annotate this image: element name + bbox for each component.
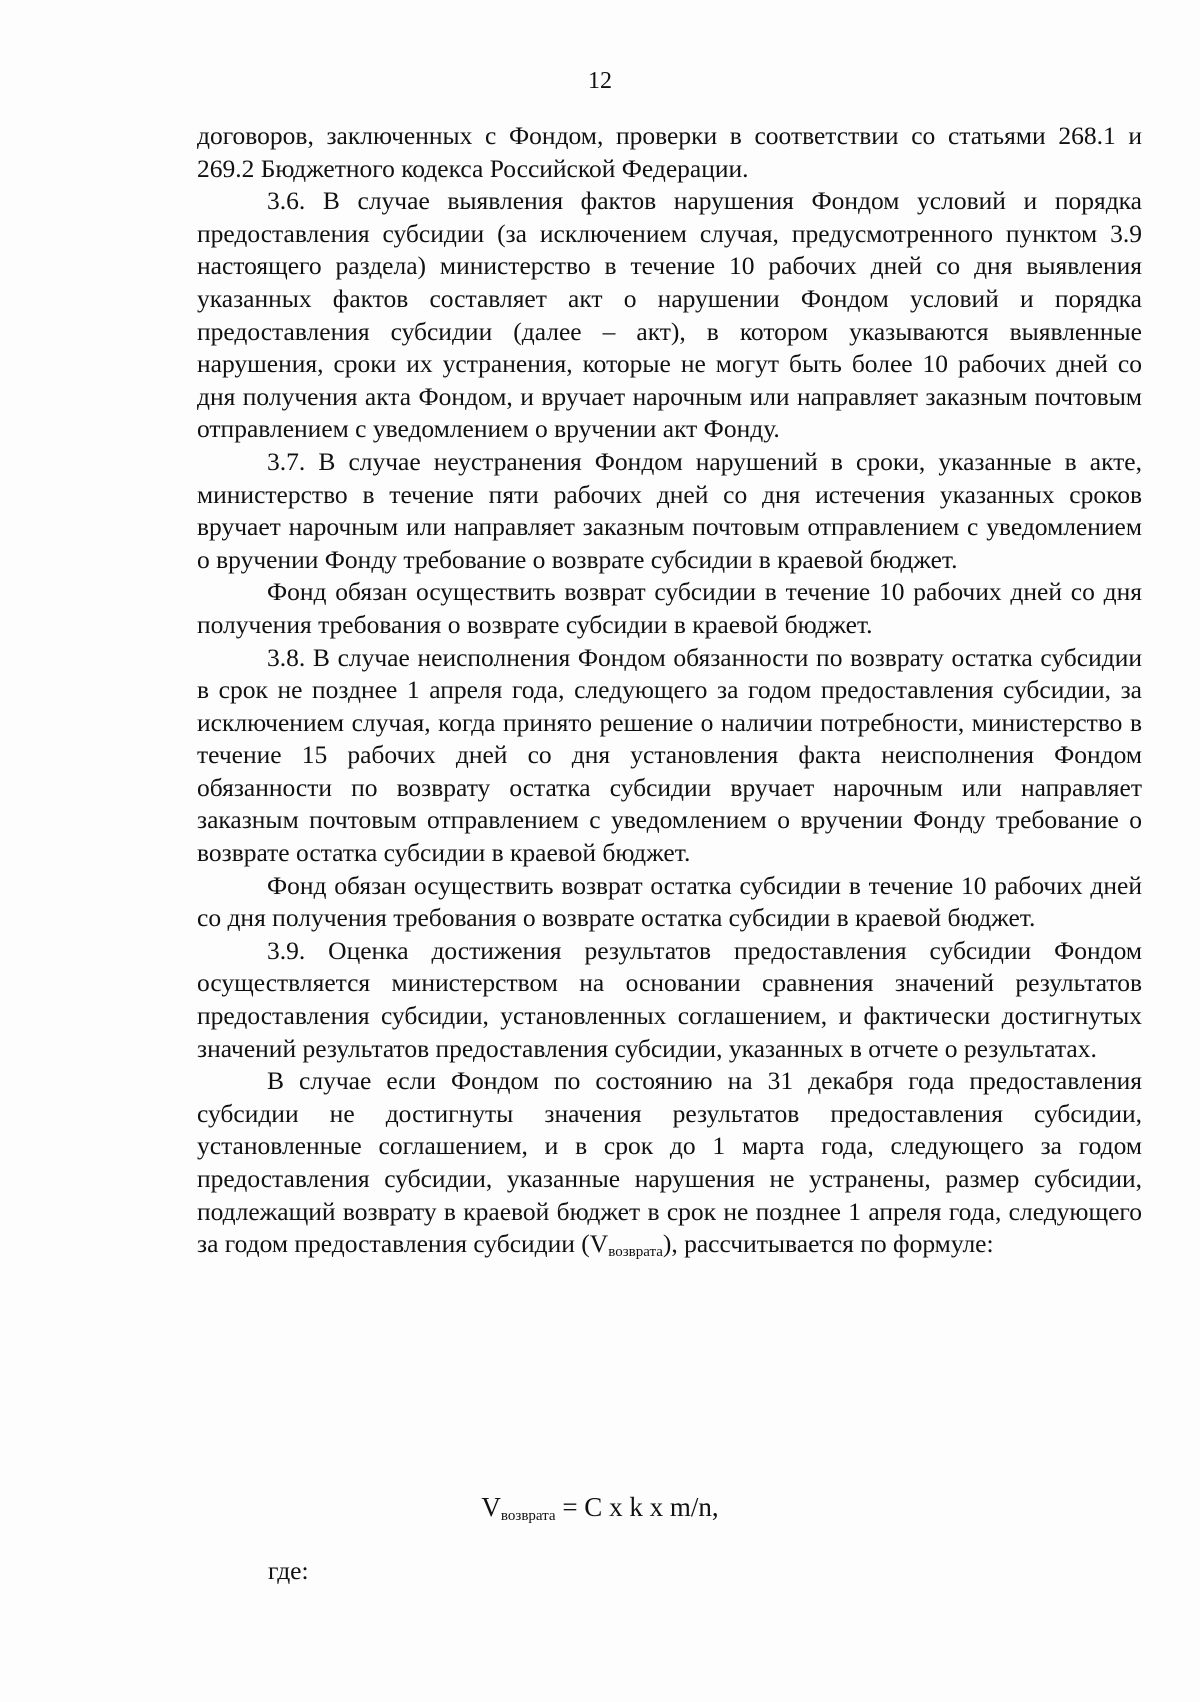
paragraph-3-9-calculation bbox=[197, 1065, 1142, 1269]
paragraph-3-6: 3.6. В случае выявления фактов нарушения Фондом условий и порядка предоставления субсидии (за исключением случая, предусмотренного пунктом 3.9 настоящего раздела) министерство в течение 10 рабочих дней со дня выявления указанных фактов составляет акт о нарушении Фондом условий и порядка предоставления субсидии (далее – акт), в котором указываются выявленные нарушения, сроки их устранения, которые не могут быть более 10 рабочих дней со дня получения акта Фондом, и вручает нарочным или направляет заказным почтовым отправлением с уведомлением о вручении акт Фонду. bbox=[197, 186, 1142, 444]
paragraph-3-8: 3.8. В случае неисполнения Фондом обязанности по возврату остатка субсидии в срок не позднее 1 апреля года, следующего за годом предоставления субсидии, за исключением случая, когда принято решение о наличии потребности, министерство в течение 15 рабочих дней со дня установления факта неисполнения Фондом обязанности по возврату остатка субсидии вручает нарочным или направляет заказным почтовым отправлением с уведомлением о вручении Фонду требование о возврате остатка субсидии в краевой бюджет. bbox=[197, 642, 1142, 868]
formula-variable: V bbox=[481, 1492, 501, 1522]
paragraph-3-7-refund: Фонд обязан осуществить возврат субсидии в течение 10 рабочих дней со дня получения требования о возврате субсидии в краевой бюджет. bbox=[197, 577, 1142, 639]
calculation-subscript: возврата bbox=[608, 1244, 663, 1261]
document-body bbox=[197, 120, 1142, 1269]
refund-formula bbox=[0, 1490, 1200, 1533]
paragraph-3-7: 3.7. В случае неустранения Фондом нарушений в сроки, указанные в акте, министерство в течение пяти рабочих дней со дня истечения указанных сроков вручает нарочным или направляет заказным почтовым отправлением с уведомлением о вручении Фонду требование о возврате субсидии в краевой бюджет. bbox=[197, 446, 1142, 574]
paragraph-3-8-refund: Фонд обязан осуществить возврат остатка субсидии в течение 10 рабочих дней со дня получения требования о возврате остатка субсидии в краевой бюджет. bbox=[197, 870, 1142, 933]
formula-subscript: возврата bbox=[500, 1508, 556, 1524]
where-label: где: bbox=[268, 1556, 309, 1585]
paragraph-3-9: 3.9. Оценка достижения результатов предоставления субсидии Фондом осуществляется министерством на основании сравнения значений результатов предоставления субсидии, установленных соглашением, и фактически достигнутых значений результатов предоставления субсидии, указанных в отчете о результатах. bbox=[197, 935, 1142, 1063]
formula-expression: = C x k x m/n, bbox=[555, 1492, 719, 1522]
calculation-text-end: ), рассчитывается по формуле: bbox=[662, 1229, 994, 1259]
calculation-text: В случае если Фондом по состоянию на 31 декабря года предоставления субсидии не достигнуты значения результатов предоставления субсидии, установленные соглашением, и в срок до 1 марта года, следующего за годом предоставления субсидии, указанные нарушения не устранены, размер субсидии, подлежащий возврату в краевой бюджет в срок не позднее 1 апреля года, следующего за годом предоставления субсидии (V bbox=[197, 1066, 1142, 1259]
paragraph-continuation: договоров, заключенных с Фондом, проверки в соответствии со статьями 268.1 и 269.2 Бюджетного кодекса Российской Федерации. bbox=[197, 121, 1142, 183]
page-number: 12 bbox=[588, 68, 612, 94]
